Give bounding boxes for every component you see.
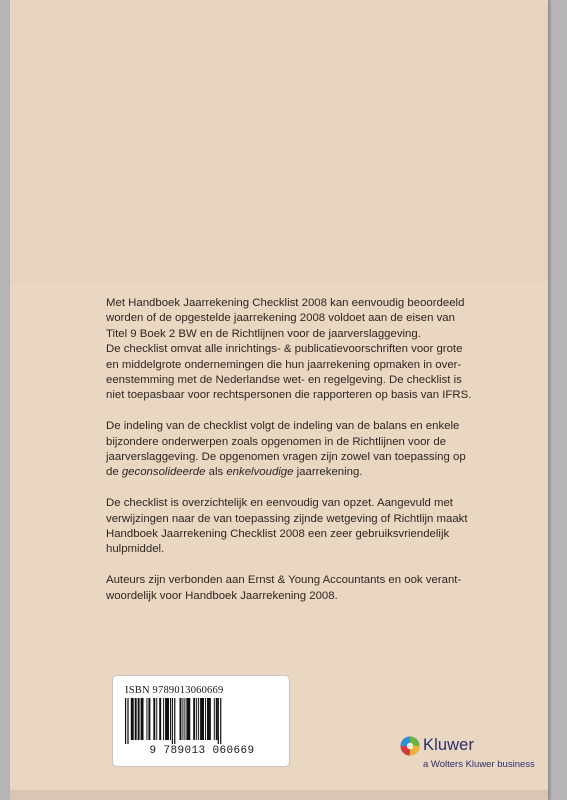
publisher-tagline: a Wolters Kluwer business — [423, 759, 535, 770]
barcode-bar — [205, 698, 206, 740]
barcode-bar — [200, 698, 204, 740]
isbn-barcode-sticker — [113, 676, 289, 766]
blurb-paragraph-3-mid: als — [205, 466, 227, 479]
blurb-paragraph-3-start: De indeling van de checklist volgt de indeling van de balans en enkele bijzondere onderwerpen zoals opgenomen in de Richtlijnen voor de jaarverslaggeving. De opgenomen vragen zijn zowel van toepassing op de — [106, 420, 466, 479]
barcode-bar — [146, 698, 147, 740]
barcode-digits: 9 789013 060669 — [149, 745, 255, 757]
barcode-bar — [174, 698, 175, 744]
publisher-logo — [400, 736, 540, 776]
barcode-bar — [220, 698, 221, 744]
back-cover-blurb — [106, 296, 526, 619]
barcode-bar — [186, 698, 190, 740]
barcode-bar — [153, 698, 155, 740]
publisher-brand-name: Kluwer — [423, 736, 475, 754]
barcode-bar — [156, 698, 157, 740]
barcode-bar — [170, 698, 171, 740]
barcode-bar — [127, 698, 128, 744]
blurb-paragraph-5: Auteurs zijn verbonden aan Ernst & Young Accountants en ook verant- woordelijk voor Handboek Jaarrekening 2008. — [106, 574, 462, 602]
barcode-bars — [123, 698, 281, 744]
barcode-bar — [216, 698, 218, 740]
blurb-emphasis-enkelvoudige: enkelvoudige — [226, 466, 294, 479]
barcode-bar — [138, 698, 140, 740]
barcode-bar — [207, 698, 211, 740]
barcode-bar — [125, 698, 126, 744]
blurb-paragraph-2: De checklist omvat alle inrichtings- & publicatievoorschriften voor grote en middelgrote ondernemingen die hun jaarrekening opmaken in over- eenstemming met de Nederlandse wet- en regelgeving. De checklist is niet toepasbaar voor rechtspersonen die rapporteren op basis van IFRS. — [106, 343, 472, 402]
isbn-number: ISBN 9789013060669 — [125, 685, 224, 696]
blurb-paragraph-3-end: jaarrekening. — [293, 466, 363, 479]
barcode-bar — [196, 698, 197, 740]
barcode-bar — [184, 698, 185, 740]
barcode-bar — [218, 698, 219, 744]
blurb-paragraph-4: De checklist is overzichtelijk en eenvoudig van opzet. Aangevuld met verwijzingen naar de van toepassing zijnde wetgeving of Richtlijn maakt Handboek Jaarrekening Checklist 2008 een zeer gebruiksvriendelijk hulpmiddel. — [106, 497, 468, 556]
barcode-bar — [141, 698, 144, 740]
barcode-bar — [180, 698, 182, 740]
blurb-paragraph-3 — [106, 419, 526, 481]
barcode-bar — [198, 698, 199, 740]
barcode-bar — [148, 698, 150, 740]
kluwer-globe-icon — [400, 736, 420, 756]
barcode-bar — [135, 698, 137, 740]
barcode-bar — [165, 698, 169, 740]
barcode-bar — [163, 698, 164, 740]
barcode-bar — [214, 698, 215, 740]
cover-top-panel — [10, 0, 548, 283]
blurb-paragraph-1: Met Handboek Jaarrekening Checklist 2008 kan eenvoudig beoordeeld worden of de opgestelde jaarrekening 2008 voldoet aan de eisen van Titel 9 Boek 2 BW en de Richtlijnen voor de jaarverslaggeving. — [106, 297, 465, 340]
barcode-bar — [159, 698, 161, 740]
barcode-bar — [131, 698, 134, 740]
barcode-bar — [182, 698, 183, 740]
blurb-emphasis-geconsolideerde: geconsolideerde — [121, 466, 206, 479]
cover-bottom-edge — [10, 790, 548, 800]
barcode-bar — [172, 698, 173, 744]
barcode-bar — [193, 698, 195, 740]
